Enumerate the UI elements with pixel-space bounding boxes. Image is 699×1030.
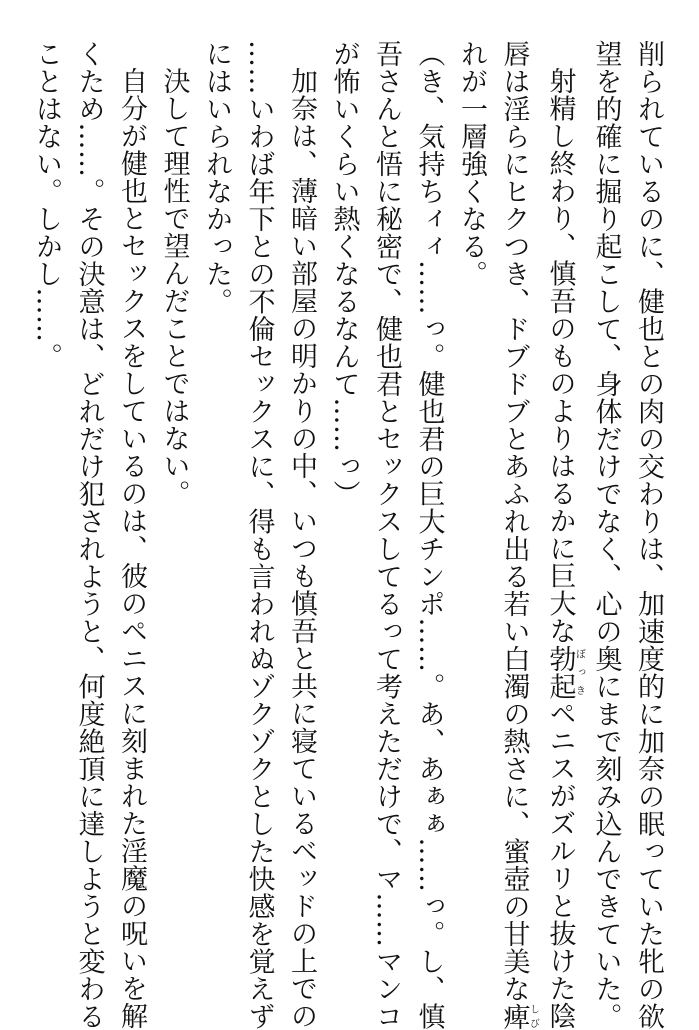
text-line-3-before: 射精し終わり、慎吾のものよりはるかに巨大な [545,67,576,645]
text-line-2: 望を的確に掘り起こして、身体だけでなく、心の奥にまで刻み込んできていた。 [584,40,627,970]
ruby-bokki [545,645,576,700]
text-line-6: （き、気持ちィィ……っ。健也君の巨大チンポ……。あ、あぁぁ……っ。し、慎 [407,40,450,970]
text-line-12: 決して理性で望んだことではない。 [152,40,195,970]
text-line-1: 削られているのに、健也との肉の交わりは、加速度的に加奈の眠っていた牝の欲 [627,40,670,970]
ruby-bokki-reading: ぼっき [574,645,585,700]
text-line-11: にはいられなかった。 [195,40,238,970]
text-line-15: ことはない。しかし……。 [25,40,68,970]
vertical-text-body [25,40,670,970]
text-line-8: が怖いくらい熱くなるなんて……っ） [322,40,365,970]
text-line-3 [538,40,584,970]
ruby-shibi-reading: しび [528,1003,539,1030]
ruby-shibi [499,1003,530,1030]
text-line-13: 自分が健也とセックスをしているのは、彼のペニスに刻まれた淫魔の呪いを解 [110,40,153,970]
text-line-5: れが一層強くなる。 [450,40,493,970]
text-line-7: 吾さんと悟に秘密で、健也君とセックスしてるって考えただけで、マ……マンコ [365,40,408,970]
ruby-bokki-base: 勃起 [545,645,576,700]
text-line-4-before: 唇は淫らにヒクつき、ドブドブとあふれ出る若い白濁の熱さに、蜜壺の甘美な [499,40,530,1003]
text-line-10: ……いわば年下との不倫セックスに、得も言われぬゾクゾクとした快感を覚えず [237,40,280,970]
ruby-shibi-base: 痺 [499,1003,530,1030]
text-line-4 [492,40,538,970]
text-line-9: 加奈は、薄暗い部屋の明かりの中、いつも慎吾と共に寝ているベッドの上での [280,40,323,970]
text-line-3-after: ペニスがズルリと抜けた陰 [545,700,576,1030]
text-line-14: くため……。その決意は、どれだけ犯されようと、何度絶頂に達しようと変わる [67,40,110,970]
